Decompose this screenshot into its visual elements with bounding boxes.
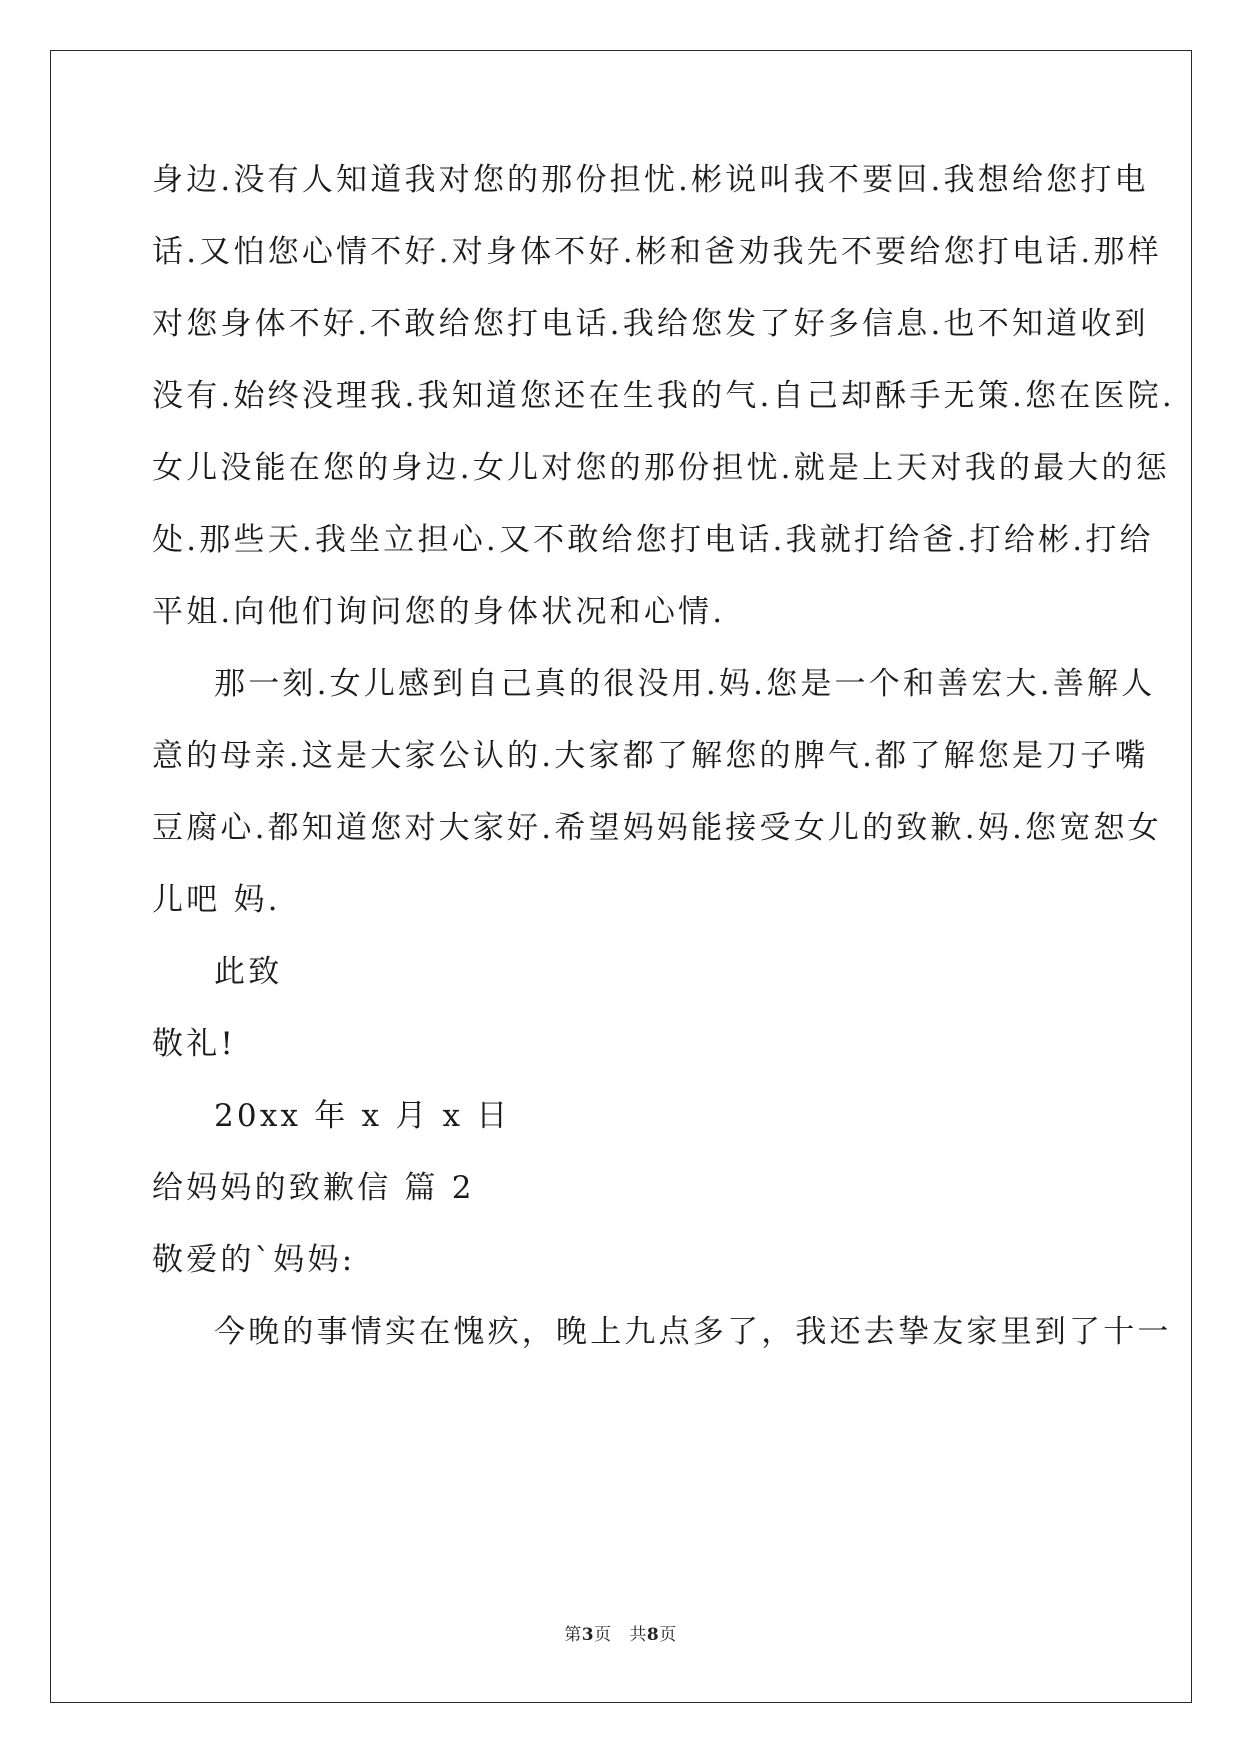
paragraph-line: 话.又怕您心情不好.对身体不好.彬和爸劝我先不要给您打电话.那样 [152, 234, 1162, 270]
paragraph-line: 对您身体不好.不敢给您打电话.我给您发了好多信息.也不知道收到 [152, 306, 1149, 342]
total-pages-number: 8 [646, 1625, 660, 1645]
paragraph-line: 没有.始终没理我.我知道您还在生我的气.自己却酥手无策.您在医院. [152, 378, 1175, 414]
page-border [50, 50, 1192, 1703]
footer-prefix: 第 [564, 1625, 582, 1645]
date-text: 20xx 年 x 月 x 日 [214, 1098, 511, 1134]
paragraph-line: 豆腐心.都知道您对大家好.希望妈妈能接受女儿的致歉.妈.您宽恕女 [152, 810, 1162, 846]
paragraph-line: 那一刻.女儿感到自己真的很没用.妈.您是一个和善宏大.善解人 [214, 666, 1156, 702]
salute-text: 敬礼! [152, 1026, 237, 1062]
footer-suffix: 页 [659, 1625, 677, 1645]
paragraph-line: 意的母亲.这是大家公认的.大家都了解您的脾气.都了解您是刀子嘴 [152, 738, 1149, 774]
footer-middle: 页 共 [594, 1625, 647, 1645]
paragraph-line: 儿吧 妈. [152, 882, 281, 918]
page-footer [0, 1620, 1241, 1645]
paragraph-line: 处.那些天.我坐立担心.又不敢给您打电话.我就打给爸.打给彬.打给 [152, 522, 1154, 558]
paragraph-line: 女儿没能在您的身边.女儿对您的那份担忧.就是上天对我的最大的惩 [152, 450, 1170, 486]
closing-text: 此致 [214, 954, 283, 990]
paragraph-line: 今晚的事情实在愧疚，晚上九点多了，我还去挚友家里到了十一 [214, 1314, 1172, 1350]
paragraph-line: 平姐.向他们询问您的身体状况和心情. [152, 594, 726, 630]
section-title: 给妈妈的致歉信 篇 2 [152, 1170, 475, 1206]
paragraph-line: 身边.没有人知道我对您的那份担忧.彬说叫我不要回.我想给您打电 [152, 162, 1149, 198]
current-page-number: 3 [581, 1625, 595, 1645]
greeting-text: 敬爱的`妈妈: [152, 1242, 356, 1278]
